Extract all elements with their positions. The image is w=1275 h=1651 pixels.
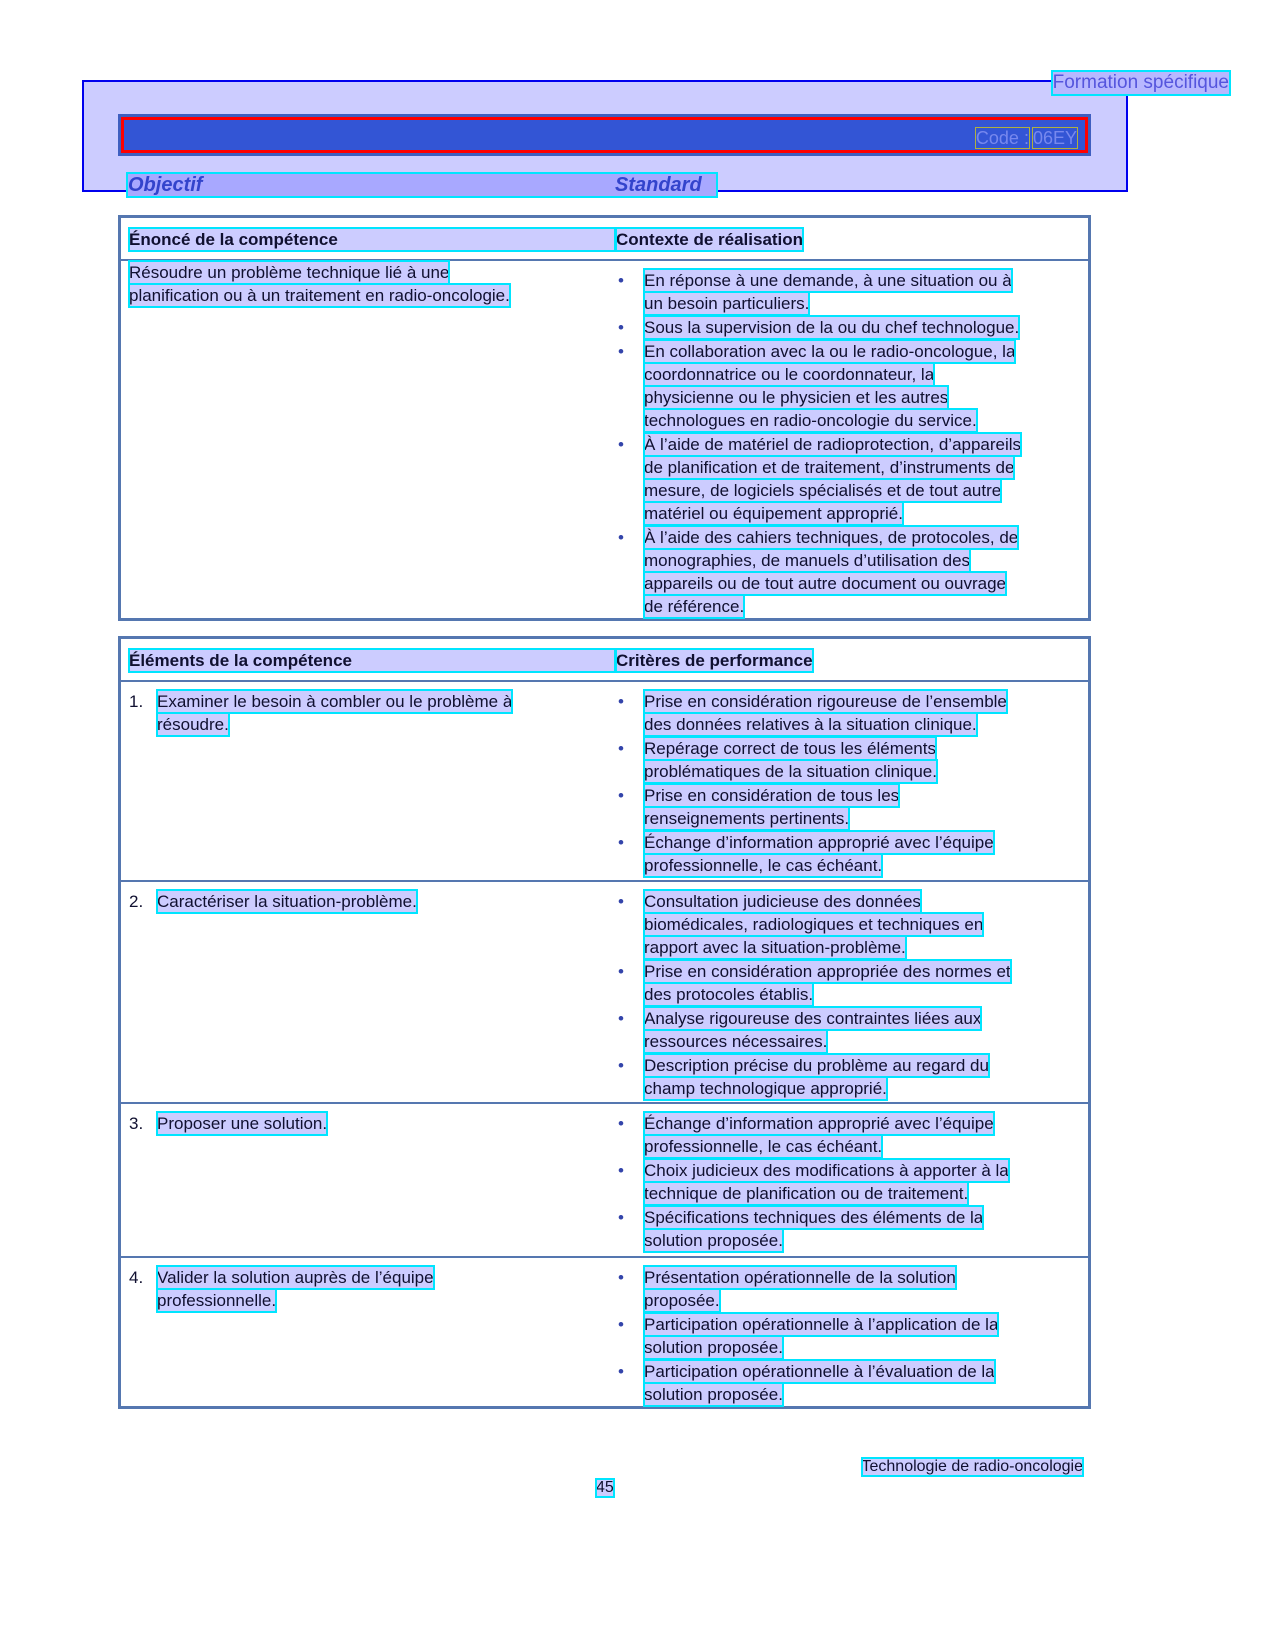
text-span: Échange d’information approprié avec l’équipe: [644, 1114, 994, 1133]
table-row: [121, 880, 1088, 1102]
criteria-list: [616, 1266, 1088, 1406]
text-span: rapport avec la situation-problème.: [644, 938, 906, 957]
bullet-item: [616, 1054, 1088, 1100]
text-span: technologues en radio-oncologie du service.: [644, 411, 977, 430]
element-number: 4.: [129, 1268, 144, 1287]
bullet-item: [616, 1266, 1088, 1312]
bullet-icon: •: [618, 528, 624, 547]
text-span: professionnelle.: [157, 1291, 277, 1310]
text-span: Résoudre un problème technique lié à une: [129, 263, 450, 282]
bullet-icon: •: [618, 1208, 624, 1227]
text-line: [644, 760, 1088, 783]
text-line: [157, 1112, 609, 1135]
text-line: [644, 690, 1088, 713]
bullet-icon: •: [618, 1009, 624, 1028]
text-line: [644, 1266, 1088, 1289]
column-header: Critères de performance: [616, 651, 813, 670]
bullet-icon: •: [618, 435, 624, 454]
bullet-icon: •: [618, 1161, 624, 1180]
text-line: [644, 960, 1088, 983]
bullet-icon: •: [618, 692, 624, 711]
text-line: [644, 1383, 1088, 1406]
text-span: Proposer une solution.: [157, 1114, 328, 1133]
table-header-row: [121, 218, 1088, 259]
text-span: champ technologique approprié.: [644, 1079, 887, 1098]
text-line: [157, 1266, 609, 1289]
text-line: [644, 572, 1088, 595]
text-line: [644, 409, 1088, 432]
text-span: Consultation judicieuse des données: [644, 892, 921, 911]
bullet-icon: •: [618, 833, 624, 852]
text-line: [644, 340, 1088, 363]
bullet-icon: •: [618, 1268, 624, 1287]
text-span: Sous la supervision de la ou du chef technologue.: [644, 318, 1020, 337]
text-line: [644, 784, 1088, 807]
text-line: [644, 713, 1088, 736]
objective-standard-heading: [128, 174, 716, 196]
text-line: [644, 1112, 1088, 1135]
text-span: Participation opérationnelle à l’évaluation de la: [644, 1362, 995, 1381]
text-span: technique de planification ou de traitement.: [644, 1184, 969, 1203]
text-line: [644, 1007, 1088, 1030]
bullet-item: [616, 316, 1088, 339]
criteria-list: [616, 1112, 1088, 1252]
column-header: Contexte de réalisation: [616, 230, 804, 249]
bullet-item: [616, 890, 1088, 959]
table-row: [121, 1102, 1088, 1256]
text-span: Valider la solution auprès de l’équipe: [157, 1268, 434, 1287]
text-span: des données relatives à la situation clinique.: [644, 715, 977, 734]
text-line: [644, 1135, 1088, 1158]
text-line: [644, 1077, 1088, 1100]
code-bar: [118, 114, 1091, 156]
text-span: de planification et de traitement, d’instruments de: [644, 458, 1015, 477]
bullet-item: [616, 1206, 1088, 1252]
text-span: Repérage correct de tous les éléments: [644, 739, 936, 758]
text-line: [644, 807, 1088, 830]
text-span: un besoin particuliers.: [644, 294, 810, 313]
text-span: matériel ou équipement approprié.: [644, 504, 903, 523]
bullet-item: [616, 784, 1088, 830]
text-line: [644, 737, 1088, 760]
text-span: planification ou à un traitement en radio-oncologie.: [129, 286, 510, 305]
bullet-icon: •: [618, 1362, 624, 1381]
competency-statement: [129, 261, 510, 307]
text-line: [644, 292, 1088, 315]
bullet-item: [616, 960, 1088, 1006]
text-span: Présentation opérationnelle de la solution: [644, 1268, 956, 1287]
text-line: [157, 713, 609, 736]
page-number: 45: [596, 1479, 614, 1496]
text-line: [644, 890, 1088, 913]
bullet-item: [616, 1159, 1088, 1205]
element-number: 3.: [129, 1114, 144, 1133]
text-line: [644, 1206, 1088, 1229]
bullet-icon: •: [618, 739, 624, 758]
text-line: [644, 316, 1088, 339]
bullet-icon: •: [618, 962, 624, 981]
criteria-list: [616, 890, 1088, 1100]
element-text: [129, 1266, 609, 1312]
text-line: [644, 433, 1088, 456]
text-line: [644, 1159, 1088, 1182]
bullet-item: [616, 526, 1088, 618]
table-header-row: [121, 639, 1088, 680]
text-span: coordonnatrice ou le coordonnateur, la: [644, 365, 935, 384]
bullet-item: [616, 433, 1088, 525]
text-span: de référence.: [644, 597, 745, 616]
text-line: [644, 1182, 1088, 1205]
bullet-item: [616, 690, 1088, 736]
bullet-item: [616, 737, 1088, 783]
column-header: Éléments de la compétence: [129, 649, 615, 672]
text-line: [644, 549, 1088, 572]
text-line: [644, 1313, 1088, 1336]
text-span: À l’aide des cahiers techniques, de protocoles, de: [644, 528, 1019, 547]
element-text: [129, 1112, 609, 1135]
text-span: solution proposée.: [644, 1338, 783, 1357]
criteria-list: [616, 690, 1088, 877]
standard-label: Standard: [615, 174, 702, 196]
text-span: En réponse à une demande, à une situation ou à: [644, 271, 1012, 290]
objectif-label: Objectif: [128, 174, 203, 196]
bullet-item: [616, 1313, 1088, 1359]
element-number: 1.: [129, 692, 144, 711]
text-line: [644, 456, 1088, 479]
text-span: physicienne ou le physicien et les autres: [644, 388, 949, 407]
text-line: [157, 1289, 609, 1312]
text-line: [644, 913, 1088, 936]
text-span: Examiner le besoin à combler ou le problème à: [157, 692, 513, 711]
text-span: solution proposée.: [644, 1231, 783, 1250]
table-row: [121, 259, 1088, 618]
context-list: [616, 269, 1088, 618]
text-span: Échange d’information approprié avec l’équipe: [644, 833, 994, 852]
text-span: Spécifications techniques des éléments de la: [644, 1208, 984, 1227]
bullet-item: [616, 1112, 1088, 1158]
text-line: [644, 854, 1088, 877]
text-span: professionnelle, le cas échéant.: [644, 856, 883, 875]
text-span: ressources nécessaires.: [644, 1032, 828, 1051]
text-line: [644, 983, 1088, 1006]
text-span: problématiques de la situation clinique.: [644, 762, 937, 781]
bullet-item: [616, 340, 1088, 432]
text-span: À l’aide de matériel de radioprotection, d’appareils: [644, 435, 1022, 454]
text-line: [129, 261, 510, 284]
bullet-item: [616, 1007, 1088, 1053]
text-span: résoudre.: [157, 715, 229, 734]
bullet-icon: •: [618, 786, 624, 805]
text-span: Prise en considération rigoureuse de l’ensemble: [644, 692, 1007, 711]
text-line: [644, 831, 1088, 854]
text-line: [157, 890, 609, 913]
text-line: [644, 936, 1088, 959]
footer-program: Technologie de radio-oncologie: [861, 1458, 1083, 1475]
text-span: Analyse rigoureuse des contraintes liées aux: [644, 1009, 982, 1028]
competency-statement-table: [118, 215, 1091, 621]
element-number: 2.: [129, 892, 144, 911]
competency-element: [129, 1112, 609, 1135]
bullet-icon: •: [618, 318, 624, 337]
text-span: Choix judicieux des modifications à apporter à la: [644, 1161, 1009, 1180]
text-line: [644, 479, 1088, 502]
bullet-item: [616, 831, 1088, 877]
text-span: Description précise du problème au regard du: [644, 1056, 989, 1075]
competency-element: [129, 890, 609, 913]
text-line: [644, 1336, 1088, 1359]
text-line: [644, 1229, 1088, 1252]
competency-code: Code : 06EY: [975, 128, 1077, 148]
text-line: [644, 502, 1088, 525]
text-span: mesure, de logiciels spécialisés et de tout autre: [644, 481, 1002, 500]
performance-criteria-table: [118, 636, 1091, 1409]
text-span: monographies, de manuels d’utilisation des: [644, 551, 971, 570]
text-span: Prise en considération appropriée des normes et: [644, 962, 1011, 981]
text-span: des protocoles établis.: [644, 985, 814, 1004]
text-line: [644, 1360, 1088, 1383]
element-text: [129, 690, 609, 736]
text-span: Prise en considération de tous les: [644, 786, 900, 805]
bullet-icon: •: [618, 1114, 624, 1133]
text-line: [644, 595, 1088, 618]
bullet-icon: •: [618, 1056, 624, 1075]
bullet-item: [616, 1360, 1088, 1406]
text-line: [129, 284, 510, 307]
text-line: [644, 1054, 1088, 1077]
competency-element: [129, 1266, 609, 1312]
bullet-icon: •: [618, 271, 624, 290]
table-row: [121, 1256, 1088, 1406]
text-line: [644, 363, 1088, 386]
bullet-icon: •: [618, 892, 624, 911]
text-span: proposée.: [644, 1291, 720, 1310]
text-line: [644, 269, 1088, 292]
text-span: Participation opérationnelle à l’application de la: [644, 1315, 999, 1334]
text-span: En collaboration avec la ou le radio-oncologue, la: [644, 342, 1016, 361]
text-line: [644, 1289, 1088, 1312]
element-text: [129, 890, 609, 913]
text-span: solution proposée.: [644, 1385, 783, 1404]
table-row: [121, 680, 1088, 880]
text-span: appareils ou de tout autre document ou ouvrage: [644, 574, 1006, 593]
competency-element: [129, 690, 609, 736]
bullet-item: [616, 269, 1088, 315]
text-span: biomédicales, radiologiques et techniques en: [644, 915, 984, 934]
text-span: renseignements pertinents.: [644, 809, 850, 828]
text-line: [644, 526, 1088, 549]
bullet-icon: •: [618, 1315, 624, 1334]
bullet-icon: •: [618, 342, 624, 361]
column-header: Énoncé de la compétence: [129, 228, 615, 251]
text-span: professionnelle, le cas échéant.: [644, 1137, 883, 1156]
formation-title: Formation spécifique: [1052, 72, 1229, 93]
text-line: [644, 386, 1088, 409]
text-line: [157, 690, 609, 713]
text-line: [644, 1030, 1088, 1053]
text-span: Caractériser la situation-problème.: [157, 892, 417, 911]
